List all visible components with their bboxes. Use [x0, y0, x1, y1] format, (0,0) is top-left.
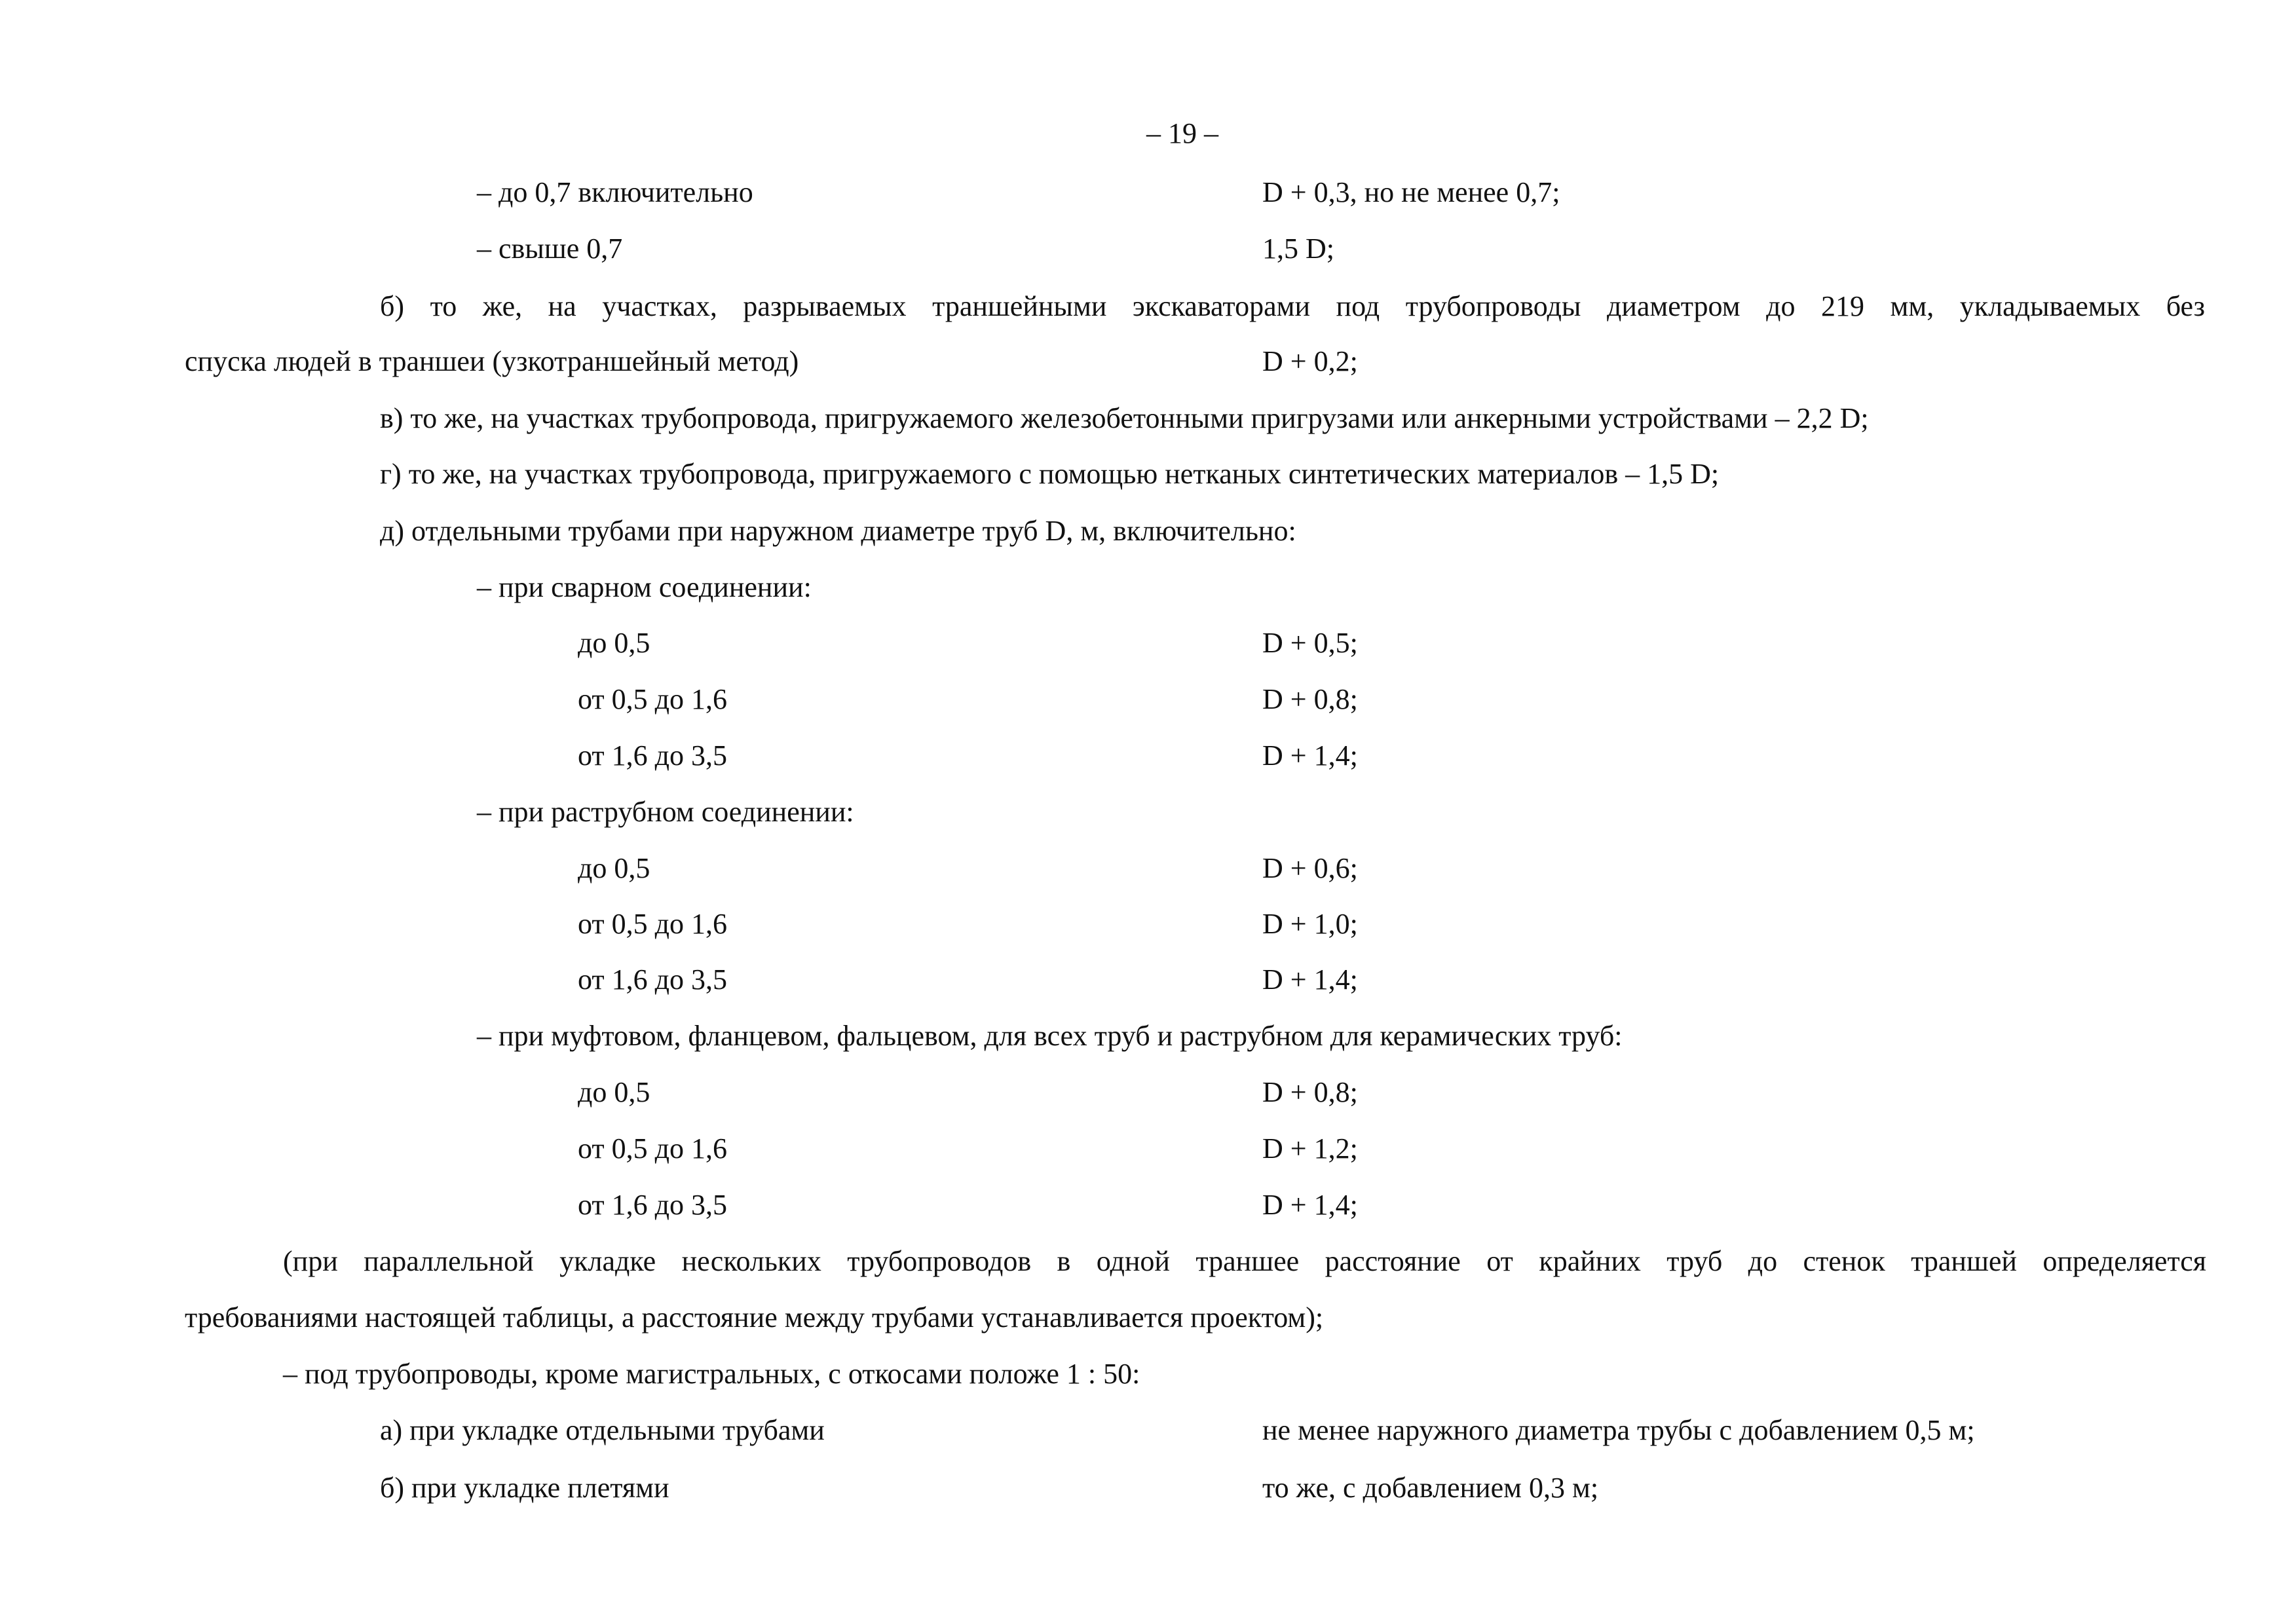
list-item-value: D + 0,3, но не менее 0,7;: [1262, 176, 1560, 208]
group-row-label: от 0,5 до 1,6: [578, 908, 728, 940]
list-item-label: – до 0,7 включительно: [477, 176, 753, 208]
paragraph-d: д) отдельными трубами при наружном диаметре труб D, м, включительно:: [380, 515, 1296, 547]
group-row-label: от 1,6 до 3,5: [578, 963, 728, 996]
group-row-label: от 1,6 до 3,5: [578, 739, 728, 772]
group-row-label: до 0,5: [578, 852, 650, 884]
group-row-label: от 1,6 до 3,5: [578, 1189, 728, 1221]
paragraph-b-value: D + 0,2;: [1262, 345, 1358, 377]
slope-item-value: не менее наружного диаметра трубы с добавлением 0,5 м;: [1262, 1414, 1975, 1446]
slope-item-value: то же, с добавлением 0,3 м;: [1262, 1472, 1599, 1504]
slope-heading: – под трубопроводы, кроме магистральных, с откосами положе 1 : 50:: [283, 1358, 1140, 1390]
group-row-label: от 0,5 до 1,6: [578, 1132, 728, 1165]
note-line1: (при параллельной укладке нескольких трубопроводов в одной траншее расстояние от крайних труб до стенок траншей определяется: [283, 1245, 2206, 1277]
group-row-value: D + 1,2;: [1262, 1132, 1358, 1165]
group-row-label: до 0,5: [578, 627, 650, 659]
paragraph-b-line1: б) то же, на участках, разрываемых траншейными экскаваторами под трубопроводы диаметром до 219 мм, укладываемых без: [380, 290, 2205, 322]
group-row-value: D + 1,0;: [1262, 908, 1358, 940]
group-row-value: D + 1,4;: [1262, 963, 1358, 996]
group-row-value: D + 0,5;: [1262, 627, 1358, 659]
paragraph-v: в) то же, на участках трубопровода, пригружаемого железобетонными пригрузами или анкерными устройствами – 2,2 D;: [380, 402, 1869, 434]
list-item-value: 1,5 D;: [1262, 233, 1334, 265]
paragraph-g: г) то же, на участках трубопровода, пригружаемого с помощью нетканых синтетических материалов – 1,5 D;: [380, 458, 1720, 490]
group-row-value: D + 0,8;: [1262, 1076, 1358, 1108]
group-heading: – при муфтовом, фланцевом, фальцевом, для всех труб и раструбном для керамических труб:: [477, 1020, 1623, 1052]
slope-item-label: б) при укладке плетями: [380, 1472, 669, 1504]
group-row-value: D + 1,4;: [1262, 739, 1358, 772]
group-row-label: до 0,5: [578, 1076, 650, 1108]
group-row-label: от 0,5 до 1,6: [578, 683, 728, 715]
group-row-value: D + 0,8;: [1262, 683, 1358, 715]
group-heading: – при сварном соединении:: [477, 571, 812, 603]
group-row-value: D + 1,4;: [1262, 1189, 1358, 1221]
paragraph-b-line2: спуска людей в траншеи (узкотраншейный метод): [185, 345, 799, 377]
group-heading: – при раструбном соединении:: [477, 796, 854, 828]
slope-item-label: а) при укладке отдельными трубами: [380, 1414, 825, 1446]
group-row-value: D + 0,6;: [1262, 852, 1358, 884]
note-line2: требованиями настоящей таблицы, а расстояние между трубами устанавливается проектом);: [185, 1301, 1324, 1334]
list-item-label: – свыше 0,7: [477, 233, 623, 265]
page-number: – 19 –: [1146, 117, 1218, 149]
